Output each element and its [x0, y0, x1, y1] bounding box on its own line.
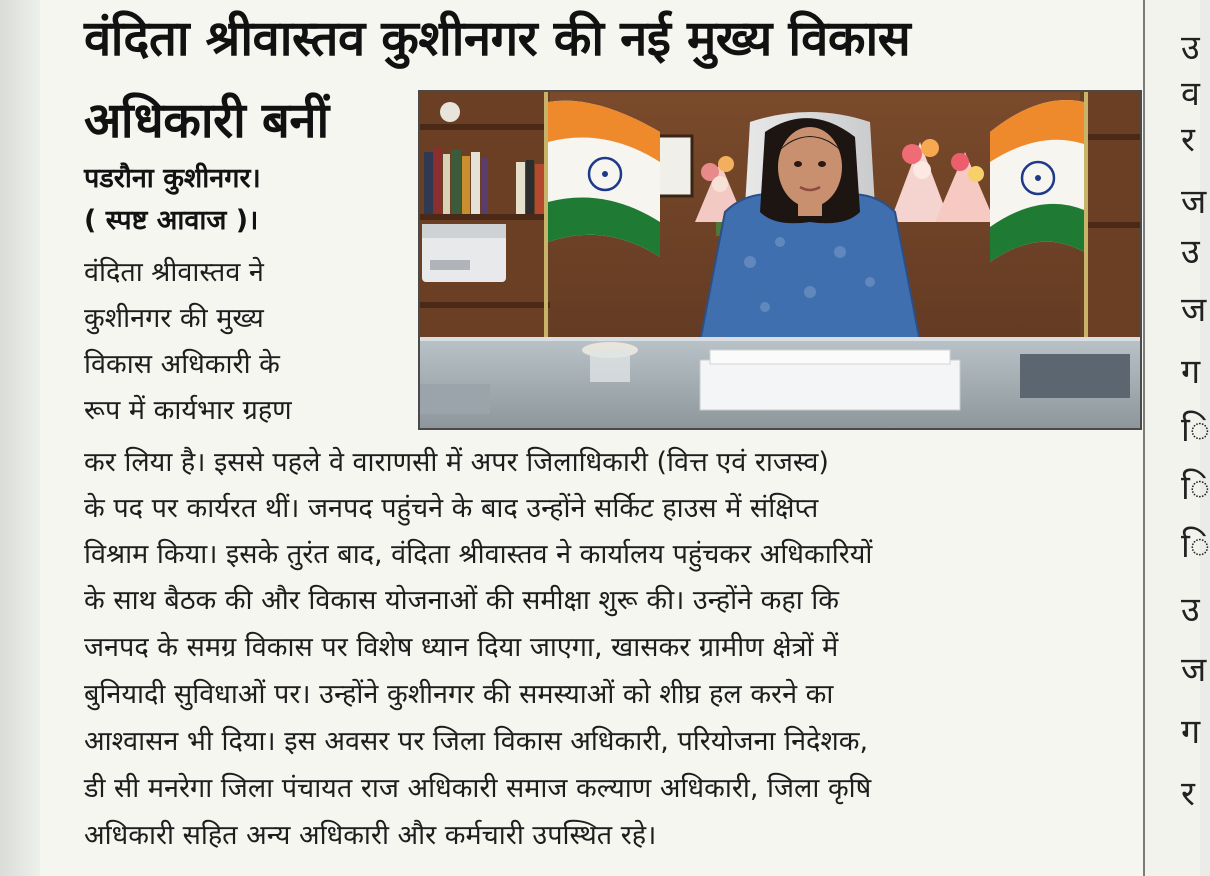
dateline-place: पडरौना कुशीनगर।: [84, 163, 261, 194]
desk-phone: [1020, 354, 1130, 398]
water-glass: [590, 350, 630, 382]
fragment: उ: [1181, 590, 1200, 630]
fragment: ज: [1181, 182, 1207, 222]
fragment: उ: [1181, 232, 1200, 272]
body-line: विकास अधिकारी के: [84, 349, 280, 380]
body-line: बुनियादी सुविधाओं पर। उन्होंने कुशीनगर की समस्याओं को शीघ्र हल करने का: [84, 679, 834, 710]
body-line: अधिकारी सहित अन्य अधिकारी और कर्मचारी उपस्थित रहे।: [84, 820, 657, 851]
headline-line-2: अधिकारी बनीं: [84, 92, 329, 149]
body-line: विश्राम किया। इसके तुरंत बाद, वंदिता श्रीवास्तव ने कार्यालय पहुंचकर अधिकारियों: [84, 539, 873, 570]
fragment: र: [1181, 774, 1195, 814]
body-line: वंदिता श्रीवास्तव ने: [84, 257, 264, 288]
body-line: जनपद के समग्र विकास पर विशेष ध्यान दिया जाएगा, खासकर ग्रामीण क्षेत्रों में: [84, 632, 839, 663]
right-shelf-unit: [1080, 92, 1140, 342]
body-line: रूप में कार्यभार ग्रहण: [84, 395, 292, 426]
body-line: कुशीनगर की मुख्य: [84, 303, 264, 334]
body-line: डी सी मनरेगा जिला पंचायत राज अधिकारी समाज कल्याण अधिकारी, जिला कृषि: [84, 773, 872, 804]
fragment: र: [1181, 120, 1195, 160]
dateline-source: ( स्पष्ट आवाज )।: [84, 205, 259, 236]
fragment: ि: [1181, 526, 1210, 566]
shelf-board: [420, 302, 550, 308]
shelf-board: [420, 214, 550, 220]
fragment: ज: [1181, 290, 1207, 330]
document-papers: [700, 360, 960, 410]
fragment: व: [1181, 74, 1200, 114]
office-scene-illustration: [420, 92, 1140, 428]
shelf-vase: [440, 102, 460, 122]
fragment: ग: [1181, 712, 1201, 752]
shelf-board: [420, 124, 550, 130]
article-photo: [418, 90, 1142, 430]
fragment: ज: [1181, 650, 1207, 690]
body-line: के पद पर कार्यरत थीं। जनपद पहुंचने के बाद उन्होंने सर्किट हाउस में संक्षिप्त: [84, 493, 819, 524]
headline-line-1: वंदिता श्रीवास्तव कुशीनगर की नई मुख्य विकास: [84, 10, 911, 67]
body-line: आश्वासन भी दिया। इस अवसर पर जिला विकास अधिकारी, परियोजना निदेशक,: [84, 726, 869, 757]
fragment: उ: [1181, 28, 1200, 68]
body-line: के साथ बैठक की और विकास योजनाओं की समीक्षा शुरू की। उन्होंने कहा कि: [84, 585, 840, 616]
fragment: ग: [1181, 352, 1201, 392]
adjacent-column-fragments: [1145, 0, 1210, 876]
fragment: ि: [1181, 410, 1210, 450]
fragment: ि: [1181, 468, 1210, 508]
scan-left-margin: [0, 0, 40, 876]
body-line: कर लिया है। इससे पहले वे वाराणसी में अपर जिलाधिकारी (वित्त एवं राजस्व): [84, 447, 829, 478]
